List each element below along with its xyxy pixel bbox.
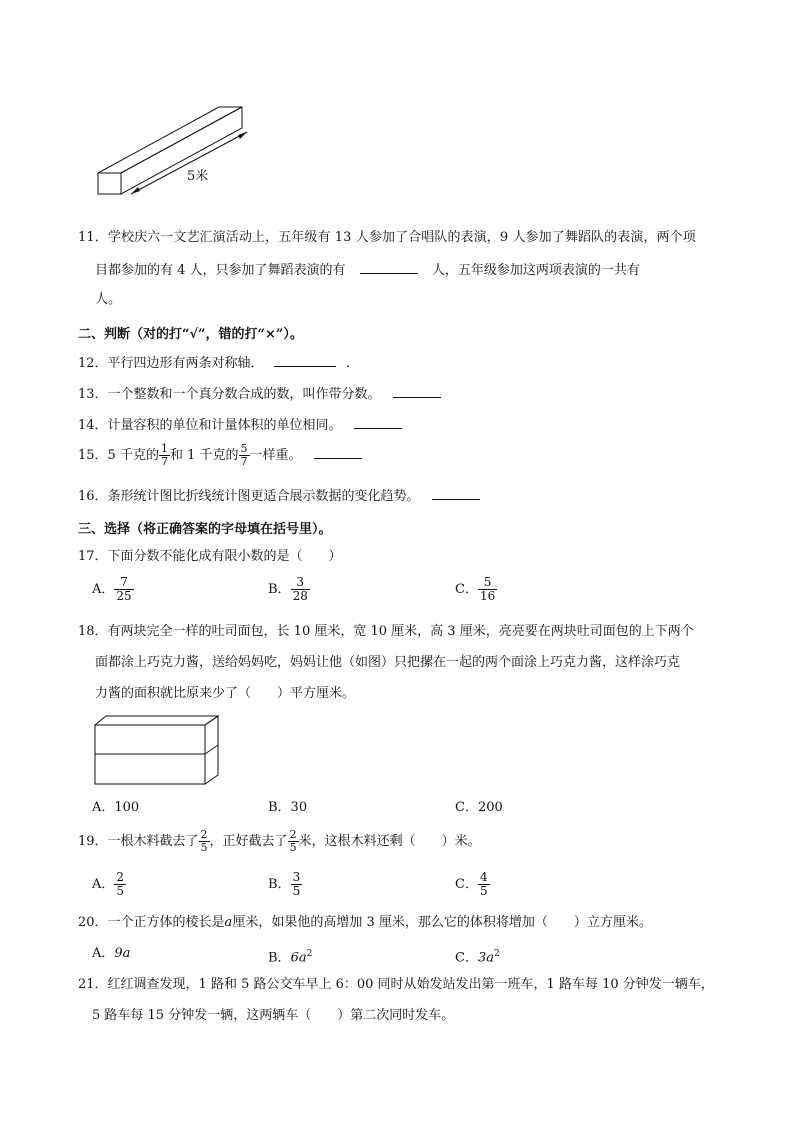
q19-a-numerator: 2: [116, 870, 125, 884]
q15-answer-blank[interactable]: [314, 446, 362, 459]
q19-a-letter: A．: [92, 877, 115, 892]
q12-answer-blank[interactable]: [274, 354, 336, 367]
q17-c-numerator: 5: [483, 575, 492, 589]
q19-b-numerator: 3: [292, 870, 301, 884]
q19-f2-denominator: 5: [289, 841, 297, 854]
q19-part1: 19．一根木料截去了: [78, 834, 199, 849]
q19-b-denominator: 5: [292, 884, 301, 898]
q20-option-b[interactable]: [268, 946, 312, 966]
q20-c-exponent: 2: [494, 949, 500, 959]
q19-c-fraction: [478, 871, 490, 898]
q20-c-coefficient: 3: [477, 950, 487, 966]
q13-text: 13．一个整数和一个真分数合成的数，叫作带分数。: [78, 387, 381, 402]
q14-text: 14．计量容积的单位和计量体积的单位相同。: [78, 418, 342, 433]
q19-f1-numerator: 2: [200, 828, 208, 841]
q17-b-fraction: [291, 576, 310, 603]
bread-top-face: [95, 716, 218, 725]
q17-c-fraction: [478, 576, 497, 603]
q15-f1-denominator: 7: [160, 455, 168, 468]
q15-part3: 一样重。: [249, 448, 302, 463]
q18-line3: 力酱的面积就比原来少了（ ）平方厘米。: [95, 686, 356, 701]
q17-c-denominator: 16: [479, 589, 496, 603]
q19-option-c[interactable]: [455, 871, 490, 898]
q16-answer-blank[interactable]: [432, 487, 480, 500]
q20-variable: a: [224, 915, 233, 930]
q12: [78, 354, 359, 372]
q11-line2a: 目都参加的有 4 人，只参加了舞蹈表演的有: [95, 263, 346, 278]
q17-b-numerator: 3: [296, 575, 305, 589]
q20-c-variable: a: [486, 950, 494, 966]
q19-c-denominator: 5: [479, 884, 488, 898]
q20-part1: 20．一个正方体的棱长是: [78, 915, 225, 930]
section2-title: 二、判断（对的打“√”，错的打“×”）。: [78, 327, 303, 342]
q20-text: [78, 915, 652, 931]
q16: [78, 487, 480, 505]
q18-line2: 面都涂上巧克力酱，送给妈妈吃，妈妈让他（如图）只把摞在一起的两个面涂上巧克力酱，这样涂巧克: [95, 655, 681, 670]
q19-b-letter: B．: [268, 877, 291, 892]
q19-a-fraction: [114, 871, 126, 898]
q14-answer-blank[interactable]: [354, 416, 402, 429]
q19-option-a[interactable]: [92, 871, 126, 898]
q17-b-denominator: 28: [292, 589, 308, 603]
q17-text: 17．下面分数不能化成有限小数的是（ ）: [78, 549, 342, 564]
q11-answer-blank[interactable]: [360, 261, 418, 274]
q12-text: 12．平行四边形有两条对称轴．: [78, 356, 264, 371]
q17-a-fraction: [114, 576, 133, 603]
q12-suffix: ．: [345, 356, 359, 371]
q17-option-a[interactable]: [92, 576, 134, 603]
q15-fraction-1: [159, 443, 170, 468]
q15-fraction-2: [239, 443, 250, 468]
q16-text: 16．条形统计图比折线统计图更适合展示数据的变化趋势。: [78, 489, 420, 504]
bread-divider-side: [205, 745, 218, 754]
q21-line1: 21．红红调查发现，1 路和 5 路公交车早上 6：00 同时从始发站发出第一班车，1 路车每 10 分钟发一辆车，: [78, 977, 714, 992]
beam-length-label: 5米: [187, 169, 209, 184]
q20-option-c[interactable]: [455, 946, 500, 966]
q11-line2: [95, 261, 640, 279]
q20-b-letter: B．: [268, 950, 291, 966]
q19-f2-numerator: 2: [289, 828, 297, 841]
q19-part2: ，正好截去了: [209, 834, 288, 849]
q17-c-letter: C．: [455, 582, 478, 597]
q19-fraction-1: [199, 829, 210, 854]
q18-option-b[interactable]: B．30: [268, 800, 308, 815]
q15: [78, 443, 362, 468]
q21-line2: 5 路车每 15 分钟发一辆，这两辆车（ ）第二次同时发车。: [92, 1008, 455, 1023]
q20-a-letter: A．: [92, 946, 115, 961]
q17-a-numerator: 7: [120, 575, 128, 589]
q18-option-a[interactable]: A．100: [92, 800, 140, 815]
q20-a-coefficient: 9: [114, 946, 123, 961]
q17-a-letter: A．: [92, 582, 115, 597]
q17-option-c[interactable]: [455, 576, 497, 603]
beam-figure: [95, 104, 255, 196]
q19-f1-denominator: 5: [200, 841, 208, 854]
q19-text: [78, 829, 481, 854]
q15-part1: 15．5 千克的: [78, 448, 159, 463]
q18-option-c[interactable]: C．200: [455, 800, 503, 815]
q13-answer-blank[interactable]: [393, 385, 441, 398]
q11-line2b: 人，五年级参加这两项表演的一共有: [431, 263, 640, 278]
q17-a-denominator: 25: [116, 589, 132, 603]
q19-fraction-2: [288, 829, 299, 854]
stacked-bread-figure: [92, 715, 222, 787]
q19-a-denominator: 5: [116, 884, 125, 898]
q11-line3: 人。: [95, 292, 122, 307]
beam-front-face: [98, 173, 121, 194]
q17-b-letter: B．: [268, 582, 291, 597]
q19-b-fraction: [291, 871, 303, 898]
q13: [78, 385, 441, 403]
q20-c-letter: C．: [455, 950, 478, 966]
q15-f2-numerator: 5: [240, 442, 248, 455]
q11-line1: 11．学校庆六一文艺汇演活动上，五年级有 13 人参加了合唱队的表演，9 人参加了舞蹈队的表演，两个项: [78, 230, 696, 245]
section3-title: 三、选择（将正确答案的字母填在括号里）。: [78, 522, 332, 537]
q20-option-a[interactable]: [92, 946, 130, 962]
q19-c-numerator: 4: [479, 870, 488, 884]
q20-b-variable: a: [298, 950, 307, 966]
q15-f2-denominator: 7: [240, 455, 248, 468]
q19-option-b[interactable]: [268, 871, 302, 898]
q15-part2: 和 1 千克的: [169, 448, 239, 463]
q20-a-variable: a: [122, 946, 131, 961]
q20-b-coefficient: 6: [290, 950, 299, 966]
q19-part3: 米，这根木料还剩（ ）米。: [298, 834, 481, 849]
q20-b-exponent: 2: [306, 949, 313, 959]
q17-option-b[interactable]: [268, 576, 310, 603]
q18-line1: 18．有两块完全一样的吐司面包，长 10 厘米，宽 10 厘米，高 3 厘米，亮亮要在两块吐司面包的上下两个: [78, 624, 694, 639]
q19-c-letter: C．: [455, 877, 478, 892]
q14: [78, 416, 402, 434]
q15-f1-numerator: 1: [160, 442, 168, 455]
q20-part2: 厘米，如果他的高增加 3 厘米，那么它的体积将增加（ ）立方厘米。: [232, 915, 652, 930]
